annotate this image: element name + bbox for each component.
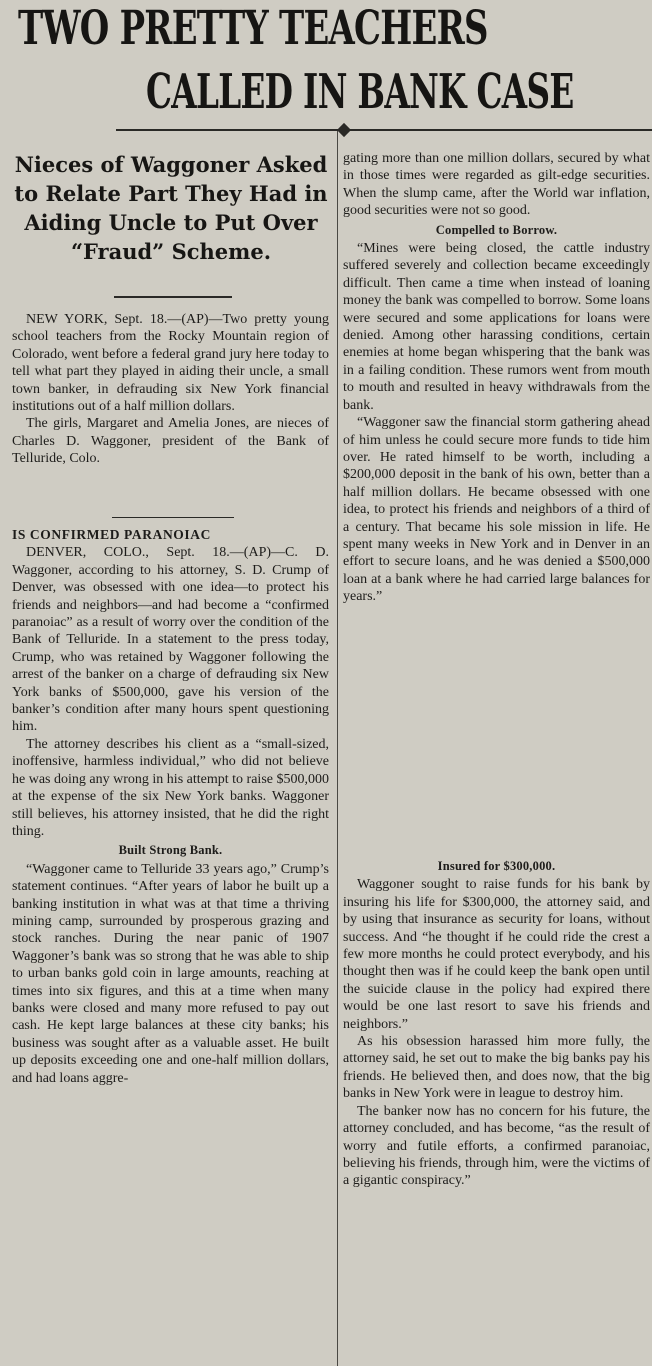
headline-line-1: TWO PRETTY TEACHERS [18, 1, 488, 56]
paragraph: As his obsession harassed him more fully, the attorney said, he set out to make the big banks pay his friends. He believed then, and does now, that the big banks in New York were in league to destroy him. [343, 1034, 650, 1102]
subheadline: Nieces of Waggoner Asked to Relate Part They Had in Aiding Uncle to Put Over “Fraud” Scheme. [14, 152, 328, 264]
column-divider [337, 131, 338, 1366]
subheading: Built Strong Bank. [118, 843, 223, 858]
headline-rule-left [116, 129, 344, 131]
paragraph: “Mines were being closed, the cattle industry suffered severely and collection became exceedingly difficult. Then came a time when instead of loaning money the bank was compelled to borrow. Some loans were secured and some applications for loans were denied. Among other harassing conditions, certain enemies at home began whispering that the bank was in a failing condition. These rumors went from mouth to mouth and resulted in heavy withdrawals from the bank. [343, 241, 650, 413]
right-column-top [343, 150, 650, 606]
paragraph: The banker now has no concern for his future, the attorney concluded, and has become, “as the result of worry and futile efforts, a confirmed paranoiac, believing his friends, through him, were the victims of a gigantic conspiracy.” [343, 1103, 650, 1189]
paragraph: gating more than one million dollars, secured by what in those times were regarded as gilt-edge securities. When the slump came, after the World war inflation, good securities were not so good. [343, 151, 650, 219]
paragraph: The attorney describes his client as a “small-sized, inoffensive, harmless individual,” who did not believe he was doing any wrong in his attempt to raise $500,000 at the expense of the six New York banks. Waggoner still believes, his attorney insisted, that he did the right thing. [12, 736, 329, 839]
paragraph: DENVER, COLO., Sept. 18.—(AP)—C. D. Waggoner, according to his attorney, S. D. Crump of Denver, was obsessed with one idea—to protect his friends and neighbors—and had become a “confirmed paranoiac” as a result of worry over the condition of the Bank of Telluride. In a statement to the press today, Crump, who was retained by Waggoner following the arrest of the banker on a charge of defrauding six New York banks of $500,000, gave his version of the banker’s condition after many hours spent questioning him. [12, 545, 329, 735]
paragraph: “Waggoner saw the financial storm gathering ahead of him unless he could secure more funds to tide him over. He rated himself to be worth, including a $200,000 deposit in the bank of his own, better than a half million dollars. He became obsessed with one idea, to protect his friends and neighbors of a third of a century. That became his sole mission in life. He spent many weeks in New York and in Denver in an effort to secure loans, and he was denied a $500,000 loan at a bank where he had carried large balances for years.” [343, 415, 650, 605]
headline-line-2: CALLED IN BANK CASE [146, 64, 574, 120]
left-column-lead [12, 311, 329, 468]
left-column-body [12, 524, 329, 1087]
right-column-bottom [343, 856, 650, 1190]
section-rule [112, 517, 234, 518]
headline-rule-right [346, 129, 652, 131]
subheading: Compelled to Borrow. [435, 222, 558, 237]
subheadline-rule [114, 296, 232, 298]
paragraph: Waggoner sought to raise funds for his bank by insuring his life for $300,000, the attorney said, and by using that insurance as security for loans, without success. And “he thought if he could ride the crest a few more months he could protect everybody, and his thought then was if he could keep the bank open until the suicide clause in the policy had expired there would be one last resort to save his friends and neighbors.” [343, 877, 650, 1032]
subheading: Insured for $300,000. [437, 859, 556, 873]
paragraph: NEW YORK, Sept. 18.—(AP)—Two pretty young school teachers from the Rocky Mountain region of Colorado, went before a federal grand jury here today to tell what part they played in aiding their uncle, a small town banker, in defrauding six New York financial institutions out of a half million dollars. [12, 312, 329, 415]
paragraph: “Waggoner came to Telluride 33 years ago,” Crump’s statement continues. “After years of labor he built up a banking institution in what was at that time a thriving mining camp, surrounded by prosperous grazing and stock ranches. During the near panic of 1907 Waggoner’s bank was so strong that he was able to ship to urban banks gold coin in large amounts, reaching at times into six figures, and this at a time when many banks were closed and many more refused to pay out cash. He kept large balances at these city banks; his business was sought after as a valuable asset. He built up deposits exceeding one and one-half million dollars, and had loans aggre- [12, 861, 329, 1086]
section-heading: IS CONFIRMED PARANOIAC [12, 527, 211, 542]
paragraph: The girls, Margaret and Amelia Jones, are nieces of Charles D. Waggoner, president of the Bank of Telluride, Colo. [12, 416, 329, 467]
